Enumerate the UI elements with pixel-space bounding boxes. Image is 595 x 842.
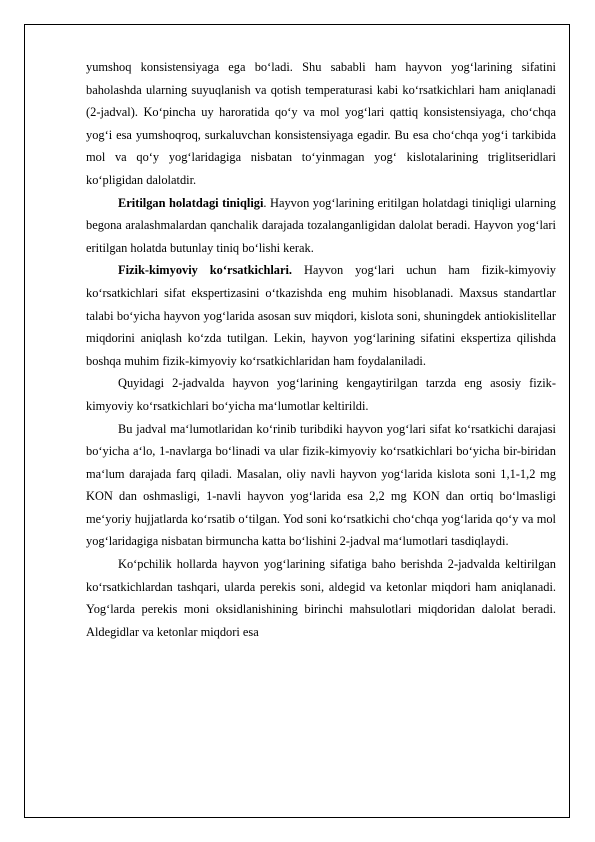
section-heading-clarity: Eritilgan holatdagi tiniqligi (118, 195, 264, 210)
document-body (86, 56, 556, 643)
paragraph-text: Bu jadval maʻlumotlaridan koʻrinib turibdiki hayvon yogʻlari sifat koʻrsatkichi darajasi boʻyicha aʻlo, 1-navlarga boʻlinadi va ular fizik-kimyoviy koʻrsatkichlari boʻyicha bir-biridan maʻlum darajada farq qiladi. Masalan, oliy navli hayvon yogʻlarida kislota soni 1,1-1,2 mg KON dan oshmasligi, 1-navli hayvon yogʻlarida esa 2,2 mg KON dan ortiq boʻlmasligi meʻyoriy hujjatlarda koʻrsatib oʻtilgan. Yod soni koʻrsatkichi choʻchqa yogʻlarida qoʻy va mol yogʻlaridagiga nisbatan birmuncha katta boʻlishini 2-jadval maʻlumotlari tasdiqlaydi. (86, 421, 556, 549)
paragraph-table-intro (86, 372, 556, 417)
section-heading-physchem: Fizik-kimyoviy koʻrsatkichlari. (118, 263, 293, 278)
paragraph-text: Hayvon yogʻlari uchun ham fizik-kimyoviy koʻrsatkichlari sifat ekspertizasini oʻtkazishda eng muhim hisoblanadi. Maxsus standartlar talabi boʻyicha hayvon yogʻlarida asosan suv miqdori, kislota soni, shuningdek antiokislitellar miqdorini aniqlash koʻzda tutilgan. Lekin, hayvon yogʻlarining sifatini ekspertiza qilishda boshqa muhim fizik-kimyoviy koʻrsatkichlaridan ham foydalaniladi. (86, 263, 556, 368)
paragraph-text: yumshoq konsistensiyaga ega boʻladi. Shu sababli ham hayvon yogʻlarining sifatini baholashda ularning suyuqlanish va qotish temperaturasi kabi koʻrsatkichlari ham aniqlanadi (2-jadval). Koʻpincha uy haroratida qoʻy va mol yogʻlari qattiq konsistensiyaga, choʻchqa yogʻi esa yumshoqroq, surkaluvchan konsistensiyaga egadir. Bu esa choʻchqa yogʻi tarkibida mol va qoʻy yogʻlaridagiga nisbatan toʻyinmagan yogʻ kislotalarining triglitseridlari koʻpligidan dalolatdir. (86, 60, 556, 187)
paragraph-consistency (86, 56, 556, 192)
paragraph-clarity (86, 192, 556, 260)
paragraph-table-analysis (86, 418, 556, 554)
paragraph-text: . Hayvon yogʻlarining eritilgan holatdagi tiniqligi ularning begona aralashmalardan qanchalik darajada tozalanganligidan dalolat beradi. Hayvon yogʻlari eritilgan holatda butunlay tiniq boʻlishi kerak. (86, 195, 556, 255)
paragraph-peroxide (86, 553, 556, 643)
paragraph-text: Koʻpchilik hollarda hayvon yogʻlarining sifatiga baho berishda 2-jadvalda keltirilgan koʻrsatkichlardan tashqari, ularda perekis soni, aldegid va ketonlar miqdori ham aniqlanadi. Yogʻlarda perekis moni oksidlanishining birinchi mahsulotlari miqdoridan dalolat beradi. Aldegidlar va ketonlar miqdori esa (86, 557, 556, 639)
paragraph-text: Quyidagi 2-jadvalda hayvon yogʻlarining kengaytirilgan tarzda eng asosiy fizik-kimyoviy koʻrsatkichlari boʻyicha maʻlumotlar keltirildi. (86, 376, 556, 413)
paragraph-physchem (86, 259, 556, 372)
